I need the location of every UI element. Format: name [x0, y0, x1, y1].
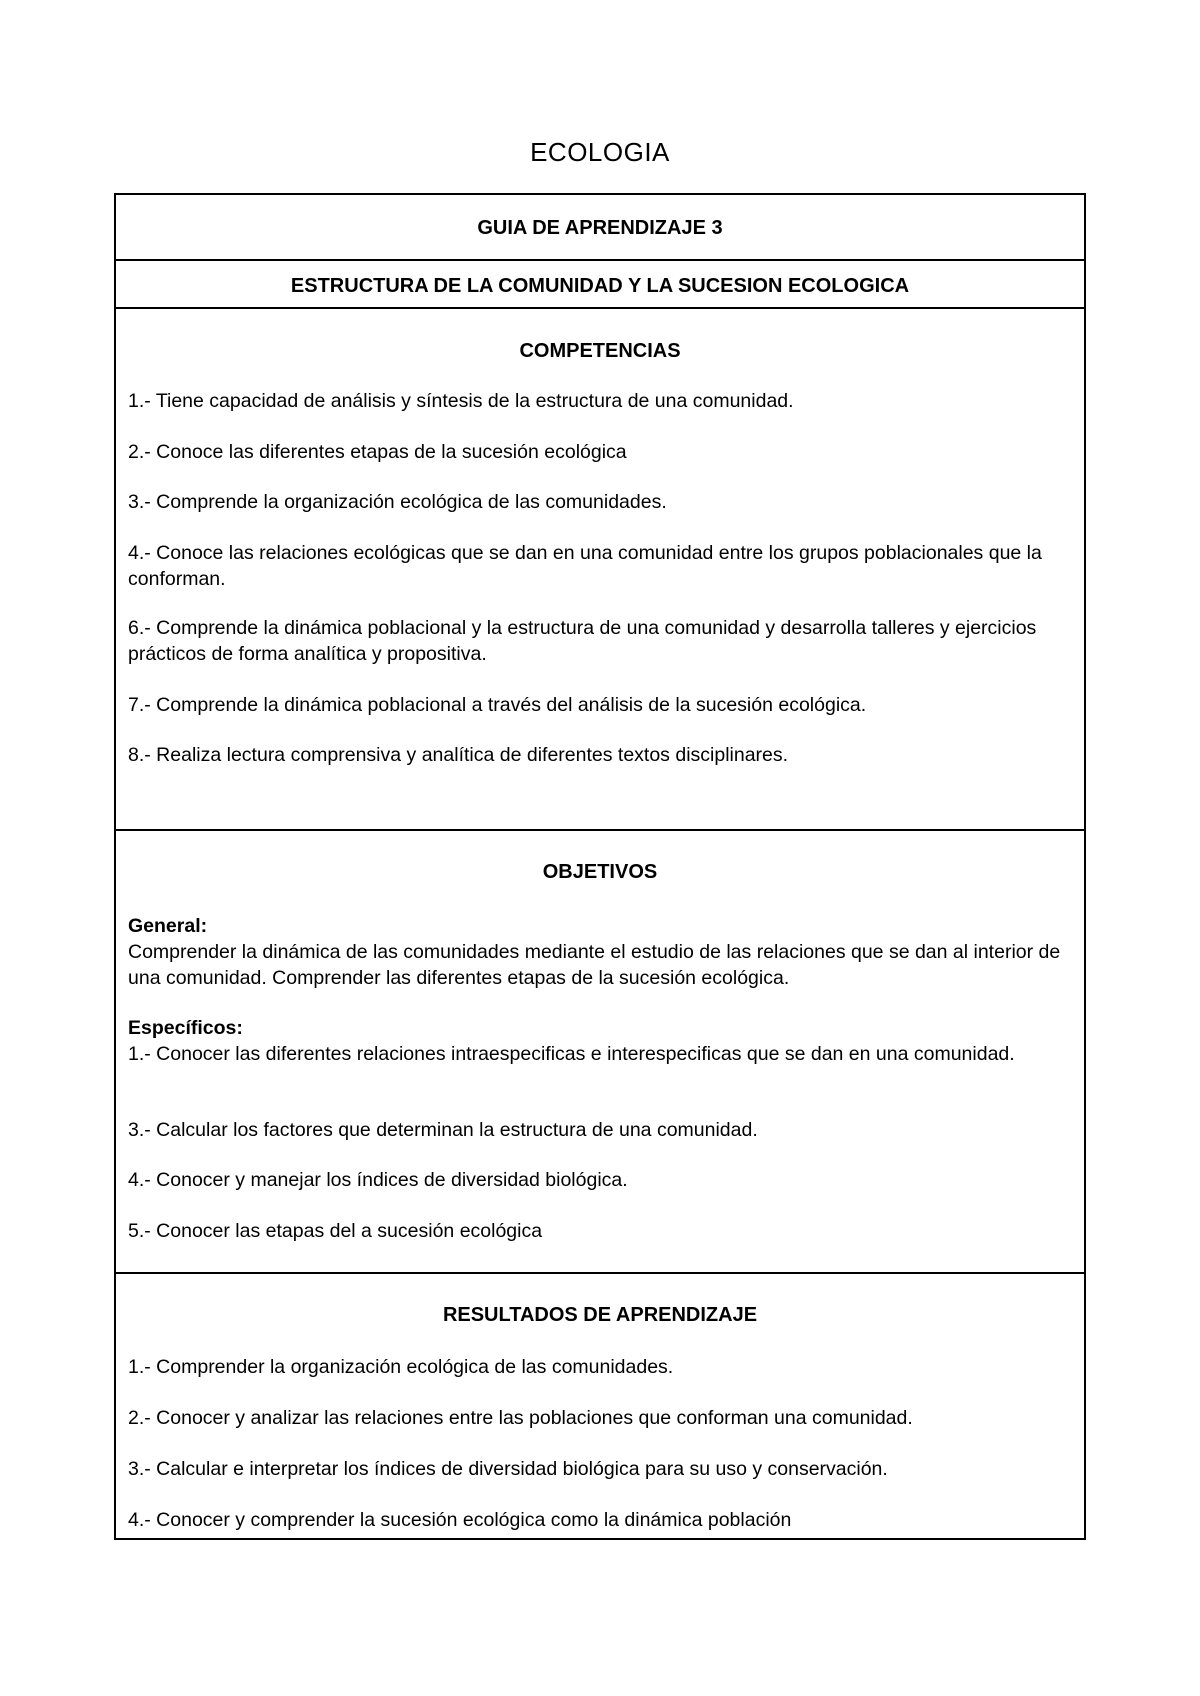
especifico-item: 1.- Conocer las diferentes relaciones intraespecificas e interespecificas que se dan en una comunidad.	[128, 1043, 1015, 1065]
resultado-item: 1.- Comprender la organización ecológica de las comunidades.	[128, 1356, 674, 1378]
resultado-item: 3.- Calcular e interpretar los índices de diversidad biológica para su uso y conservación.	[128, 1458, 888, 1480]
competencias-heading: COMPETENCIAS	[519, 340, 681, 362]
competencia-item: 2.- Conoce las diferentes etapas de la sucesión ecológica	[128, 441, 627, 463]
especifico-item: 3.- Calcular los factores que determinan la estructura de una comunidad.	[128, 1119, 758, 1141]
guia-heading: GUIA DE APRENDIZAJE 3	[477, 217, 723, 239]
guia-row	[116, 195, 1084, 259]
estructura-row	[116, 259, 1084, 307]
competencia-item: 7.- Comprende la dinámica poblacional a través del análisis de la sucesión ecológica.	[128, 694, 867, 716]
competencias-section	[116, 307, 1084, 829]
general-label: General:	[128, 915, 208, 937]
objetivos-section	[116, 829, 1084, 1272]
document-title: ECOLOGIA	[530, 137, 670, 167]
resultados-heading: RESULTADOS DE APRENDIZAJE	[442, 1304, 758, 1326]
resultados-section	[116, 1272, 1084, 1538]
competencia-item: 3.- Comprende la organización ecológica de las comunidades.	[128, 491, 667, 513]
especifico-item: 5.- Conocer las etapas del a sucesión ecológica	[128, 1220, 543, 1242]
competencia-item: 1.- Tiene capacidad de análisis y síntesis de la estructura de una comunidad.	[128, 390, 794, 412]
competencia-item: 8.- Realiza lectura comprensiva y analítica de diferentes textos disciplinares.	[128, 744, 789, 766]
especifico-item: 4.- Conocer y manejar los índices de diversidad biológica.	[128, 1169, 628, 1191]
especificos-label: Específicos:	[128, 1017, 243, 1039]
estructura-heading: ESTRUCTURA DE LA COMUNIDAD Y LA SUCESION ECOLOGICA	[290, 275, 910, 297]
objetivos-heading: OBJETIVOS	[542, 861, 658, 883]
guide-table	[114, 193, 1086, 1540]
competencia-item: 6.- Comprende la dinámica poblacional y la estructura de una comunidad y desarrolla talleres y ejercicios prácticos de forma analítica y propositiva.	[128, 617, 1037, 665]
general-text: Comprender la dinámica de las comunidades mediante el estudio de las relaciones que se dan al interior de una comunidad. Comprender las diferentes etapas de la sucesión ecológica.	[128, 941, 1061, 989]
resultado-item: 2.- Conocer y analizar las relaciones entre las poblaciones que conforman una comunidad.	[128, 1407, 913, 1429]
competencia-item: 4.- Conoce las relaciones ecológicas que se dan en una comunidad entre los grupos poblacionales que la conforman.	[128, 542, 1042, 590]
resultado-item: 4.- Conocer y comprender la sucesión ecológica como la dinámica población	[128, 1509, 792, 1531]
